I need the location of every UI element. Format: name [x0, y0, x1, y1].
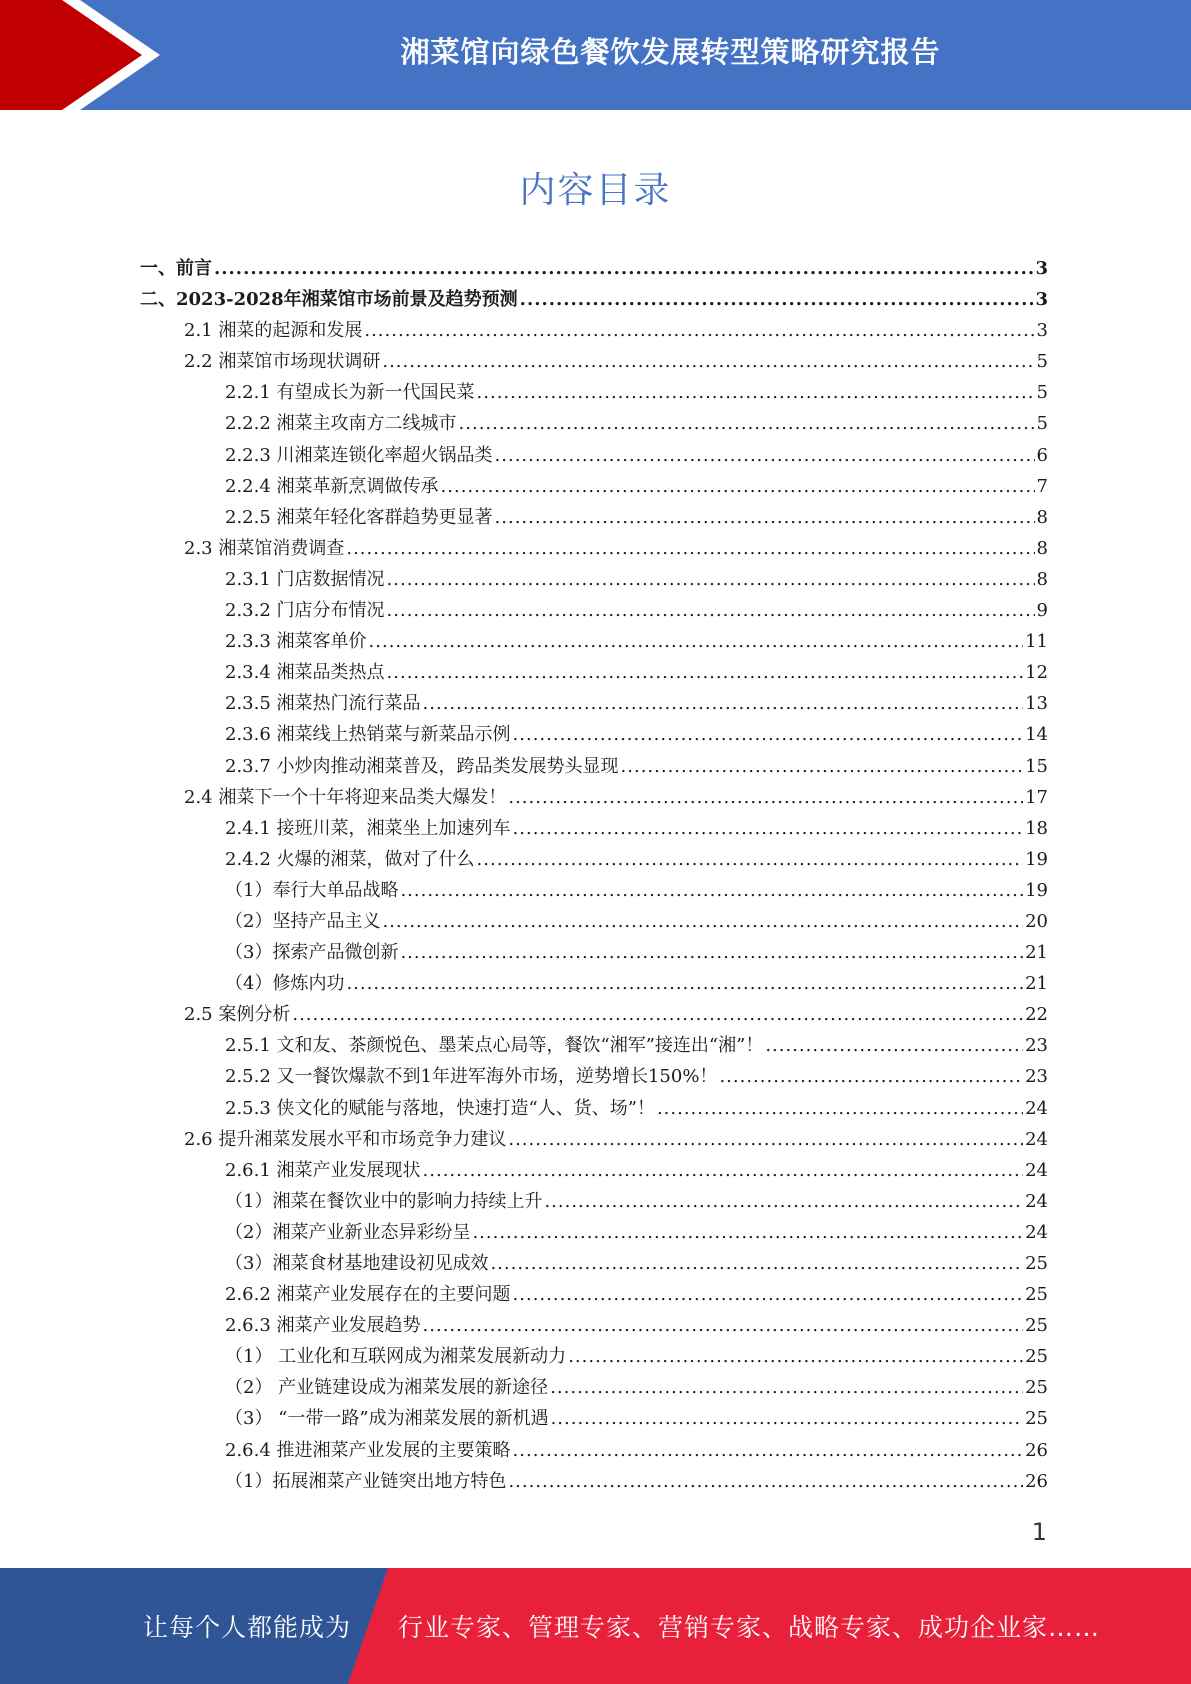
toc-dot-leader [382, 911, 1023, 932]
toc-entry-page: 3 [1036, 320, 1048, 342]
toc-entry-page: 14 [1025, 724, 1048, 746]
toc-entry-label: 2.6.4 推进湘菜产业发展的主要策略 [225, 1439, 511, 1461]
toc-entry-label: 2.3.4 湘菜品类热点 [225, 662, 385, 684]
toc-dot-leader [477, 849, 1024, 870]
toc-entry[interactable] [140, 969, 1048, 1000]
toc-entry-label: 2.2.3 川湘菜连锁化率超火锅品类 [225, 444, 493, 466]
toc-entry-page: 18 [1025, 817, 1048, 839]
toc-entry-page: 24 [1025, 1097, 1048, 1119]
toc-entry-label: 2.5.2 又一餐饮爆款不到1年进军海外市场，逆势增长150%！ [225, 1066, 718, 1088]
toc-entry[interactable] [140, 689, 1048, 720]
toc-entry[interactable] [140, 845, 1048, 876]
toc-entry-page: 7 [1036, 475, 1048, 497]
footer-slogan-left: 让每个人都能成为 [143, 1613, 352, 1642]
toc-entry-page: 24 [1025, 1159, 1048, 1181]
toc-entry[interactable] [140, 1436, 1048, 1467]
toc-entry-page: 11 [1025, 631, 1048, 653]
toc-dot-leader [369, 631, 1024, 652]
toc-dot-leader [508, 787, 1023, 808]
toc-entry-label: 2.5.1 文和友、茶颜悦色、墨茉点心局等，餐饮“湘军”接连出“湘”！ [225, 1035, 764, 1057]
toc-dot-leader [423, 1160, 1024, 1181]
toc-heading: 内容目录 [519, 170, 672, 211]
toc-entry[interactable] [140, 596, 1048, 627]
toc-dot-leader [520, 289, 1034, 310]
header-chevron-icon [0, 0, 160, 110]
toc-entry-page: 17 [1025, 786, 1048, 808]
toc-entry[interactable] [140, 1249, 1048, 1280]
header-band [0, 0, 1191, 110]
toc-entry[interactable] [140, 1342, 1048, 1373]
toc-entry[interactable] [140, 938, 1048, 969]
toc-entry-page: 3 [1035, 258, 1048, 279]
toc-entry[interactable] [140, 1187, 1048, 1218]
toc-entry-label: 2.6.2 湘菜产业发展存在的主要问题 [225, 1284, 511, 1306]
toc-entry-label: 2.6.3 湘菜产业发展趋势 [225, 1315, 421, 1337]
toc-entry[interactable] [140, 876, 1048, 907]
toc-entry-page: 23 [1025, 1066, 1048, 1088]
toc-dot-leader [508, 1129, 1023, 1150]
toc-entry[interactable] [140, 1373, 1048, 1404]
toc-entry-label: 2.2.4 湘菜革新烹调做传承 [225, 475, 439, 497]
toc-entry-page: 8 [1036, 568, 1048, 590]
toc-entry-label: 2.6.1 湘菜产业发展现状 [225, 1159, 421, 1181]
toc-dot-leader [544, 1191, 1023, 1212]
toc-entry-label: 2.3.6 湘菜线上热销菜与新菜品示例 [225, 724, 511, 746]
toc-dot-leader [346, 538, 1034, 559]
toc-entry[interactable] [140, 441, 1048, 472]
toc-entry-label: 2.3.1 门店数据情况 [225, 568, 385, 590]
toc-entry-page: 26 [1025, 1470, 1048, 1492]
toc-entry-page: 24 [1025, 1221, 1048, 1243]
toc-entry[interactable] [140, 1218, 1048, 1249]
toc-entry-page: 26 [1025, 1439, 1048, 1461]
toc-entry[interactable] [140, 534, 1048, 565]
table-of-contents [140, 254, 1048, 1498]
toc-entry-page: 8 [1036, 506, 1048, 528]
toc-dot-leader [495, 507, 1035, 528]
toc-entry-page: 25 [1025, 1408, 1048, 1430]
toc-dot-leader [472, 1222, 1023, 1243]
toc-entry[interactable] [140, 1404, 1048, 1435]
toc-entry-label: 2.4.2 火爆的湘菜，做对了什么 [225, 848, 475, 870]
toc-entry-label: 2.2.1 有望成长为新一代国民菜 [225, 382, 475, 404]
toc-entry[interactable] [140, 1280, 1048, 1311]
toc-entry-label: 2.3.5 湘菜热门流行菜品 [225, 693, 421, 715]
footer-band [0, 1568, 1191, 1684]
toc-entry-label: （1） 工业化和互联网成为湘菜发展新动力 [225, 1346, 567, 1368]
toc-entry-page: 25 [1025, 1284, 1048, 1306]
toc-entry[interactable] [140, 285, 1048, 316]
toc-entry[interactable] [140, 814, 1048, 845]
toc-entry-page: 25 [1025, 1253, 1048, 1274]
toc-entry-label: 2.5.3 侠文化的赋能与落地，快速打造“人、货、场”！ [225, 1097, 655, 1119]
toc-entry[interactable] [140, 1000, 1048, 1031]
toc-entry-page: 5 [1036, 413, 1048, 435]
toc-entry-label: 2.5 案例分析 [184, 1004, 291, 1026]
toc-entry-page: 5 [1036, 351, 1048, 373]
toc-dot-leader [477, 382, 1035, 403]
toc-entry-label: （3）探索产品微创新 [225, 942, 399, 964]
toc-entry[interactable] [140, 783, 1048, 814]
toc-entry-page: 24 [1025, 1128, 1048, 1150]
toc-dot-leader [400, 880, 1023, 901]
toc-dot-leader [387, 600, 1035, 621]
toc-entry-label: 2.3.3 湘菜客单价 [225, 631, 367, 653]
toc-dot-leader [657, 1098, 1023, 1119]
toc-dot-leader [568, 1346, 1023, 1367]
toc-entry[interactable] [140, 409, 1048, 440]
toc-dot-leader [513, 1440, 1024, 1461]
toc-entry[interactable] [140, 752, 1048, 783]
toc-dot-leader [765, 1035, 1023, 1056]
page-number: 1 [1031, 1518, 1047, 1546]
toc-entry[interactable] [140, 720, 1048, 751]
toc-entry-page: 25 [1025, 1315, 1048, 1337]
toc-entry[interactable] [140, 907, 1048, 938]
toc-entry-page: 19 [1025, 879, 1048, 901]
toc-dot-leader [550, 1377, 1023, 1398]
toc-dot-leader [495, 445, 1035, 466]
toc-entry-label: （2）湘菜产业新业态异彩纷呈 [225, 1221, 471, 1243]
toc-entry-label: 一、前言 [140, 258, 212, 279]
toc-dot-leader [423, 693, 1024, 714]
toc-entry-page: 21 [1025, 973, 1048, 995]
toc-entry-label: （4）修炼内功 [225, 973, 345, 995]
toc-entry[interactable] [140, 472, 1048, 503]
toc-dot-leader [346, 973, 1023, 994]
toc-entry-label: 2.2.5 湘菜年轻化客群趋势更显著 [225, 506, 493, 528]
toc-entry-label: 2.4.1 接班川菜，湘菜坐上加速列车 [225, 817, 511, 839]
toc-entry-label: 2.4 湘菜下一个十年将迎来品类大爆发！ [184, 786, 507, 808]
toc-entry[interactable] [140, 1467, 1048, 1498]
toc-entry[interactable] [140, 1125, 1048, 1156]
toc-entry[interactable] [140, 347, 1048, 378]
toc-dot-leader [387, 569, 1035, 590]
toc-dot-leader [513, 724, 1024, 745]
toc-dot-leader [364, 320, 1034, 341]
toc-entry[interactable] [140, 316, 1048, 347]
toc-entry-page: 3 [1035, 289, 1048, 311]
toc-entry-label: 2.3.7 小炒肉推动湘菜普及，跨品类发展势头显现 [225, 755, 619, 777]
toc-entry-label: （1）湘菜在餐饮业中的影响力持续上升 [225, 1190, 543, 1212]
toc-entry-page: 5 [1036, 382, 1048, 404]
toc-dot-leader [513, 818, 1024, 839]
toc-entry[interactable] [140, 1311, 1048, 1342]
toc-dot-leader [441, 476, 1035, 497]
toc-entry-label: 2.2.2 湘菜主攻南方二线城市 [225, 413, 457, 435]
toc-dot-leader [292, 1004, 1023, 1025]
toc-entry-label: （3） “一带一路”成为湘菜发展的新机遇 [225, 1408, 549, 1430]
footer-slogan-right: 行业专家、管理专家、营销专家、战略专家、成功企业家…… [398, 1613, 1101, 1642]
toc-entry[interactable] [140, 1031, 1048, 1062]
toc-entry[interactable] [140, 378, 1048, 409]
toc-entry[interactable] [140, 565, 1048, 596]
toc-dot-leader [400, 942, 1023, 963]
toc-entry[interactable] [140, 1062, 1048, 1093]
toc-dot-leader [214, 258, 1033, 279]
toc-dot-leader [508, 1471, 1023, 1492]
toc-entry-page: 23 [1025, 1035, 1048, 1057]
toc-entry[interactable] [140, 1156, 1048, 1187]
toc-dot-leader [423, 1315, 1024, 1336]
toc-entry-page: 24 [1025, 1190, 1048, 1212]
toc-entry-label: 2.3.2 门店分布情况 [225, 600, 385, 622]
toc-entry[interactable] [140, 658, 1048, 689]
toc-entry-label: 2.6 提升湘菜发展水平和市场竞争力建议 [184, 1128, 507, 1150]
toc-entry-label: 2.3 湘菜馆消费调查 [184, 537, 345, 559]
toc-entry-label: 二、2023-2028年湘菜馆市场前景及趋势预测 [140, 289, 518, 311]
toc-dot-leader [490, 1253, 1023, 1274]
toc-dot-leader [551, 1408, 1024, 1429]
toc-entry-page: 22 [1025, 1004, 1048, 1026]
toc-entry-label: （2）坚持产品主义 [225, 910, 381, 932]
toc-dot-leader [382, 351, 1034, 372]
toc-dot-leader [719, 1066, 1023, 1087]
toc-entry-label: 2.2 湘菜馆市场现状调研 [184, 351, 381, 373]
toc-entry[interactable] [140, 627, 1048, 658]
toc-entry-page: 20 [1025, 910, 1048, 932]
report-title: 湘菜馆向绿色餐饮发展转型策略研究报告 [400, 34, 941, 69]
toc-entry-page: 13 [1025, 693, 1048, 715]
toc-entry-page: 12 [1025, 662, 1048, 684]
toc-entry-page: 8 [1036, 537, 1048, 559]
toc-entry-page: 19 [1025, 848, 1048, 870]
toc-entry-label: （1）奉行大单品战略 [225, 879, 399, 901]
toc-dot-leader [621, 756, 1024, 777]
toc-entry-label: （3）湘菜食材基地建设初见成效 [225, 1253, 489, 1274]
toc-entry-page: 6 [1036, 444, 1048, 466]
toc-dot-leader [513, 1284, 1024, 1305]
toc-dot-leader [387, 662, 1024, 683]
toc-entry-page: 25 [1025, 1346, 1048, 1368]
toc-dot-leader [459, 413, 1035, 434]
toc-entry-label: （2） 产业链建设成为湘菜发展的新途径 [225, 1377, 549, 1399]
toc-entry[interactable] [140, 1094, 1048, 1125]
toc-entry-page: 15 [1025, 755, 1048, 777]
toc-entry-page: 25 [1025, 1377, 1048, 1399]
toc-entry-page: 9 [1036, 600, 1048, 622]
toc-entry[interactable] [140, 254, 1048, 285]
toc-entry-label: 2.1 湘菜的起源和发展 [184, 320, 363, 342]
toc-entry-page: 21 [1025, 942, 1048, 964]
toc-entry[interactable] [140, 503, 1048, 534]
toc-entry-label: （1）拓展湘菜产业链突出地方特色 [225, 1470, 507, 1492]
